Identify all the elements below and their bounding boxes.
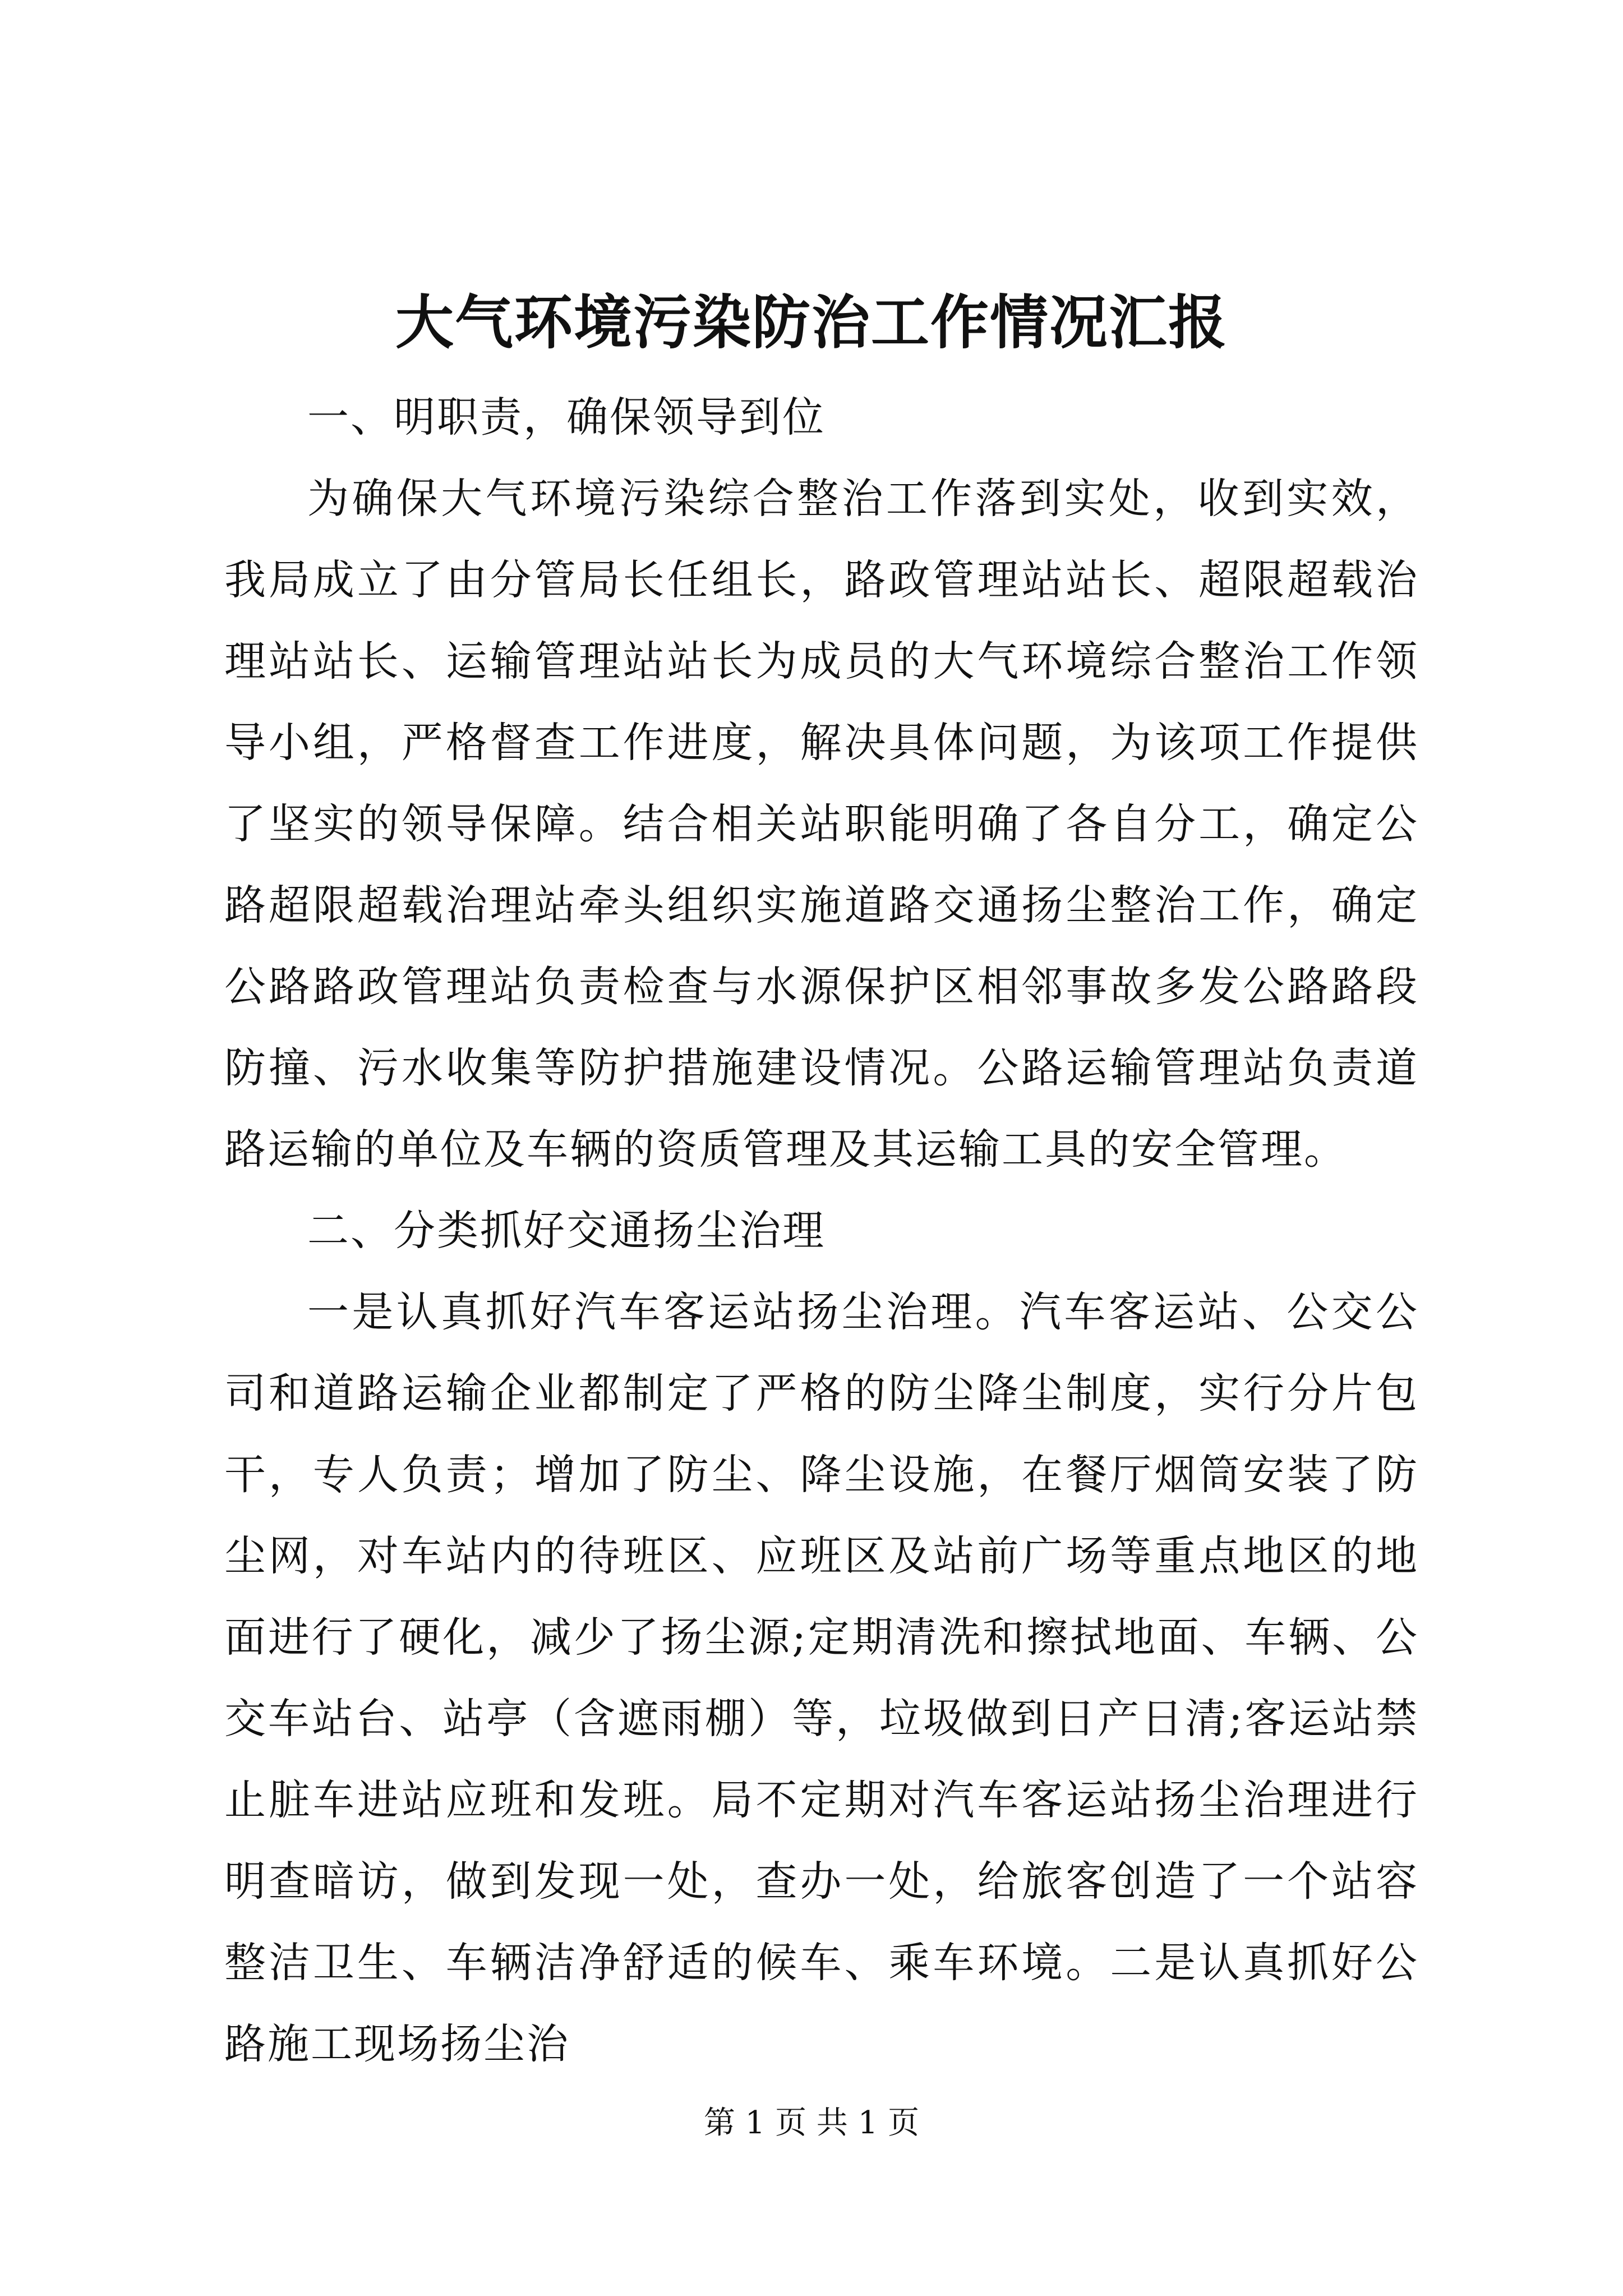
page-footer: 第 1 页 共 1 页	[703, 2105, 920, 2141]
document-body	[224, 377, 1419, 2085]
paragraph-2: 一是认真抓好汽车客运站扬尘治理。汽车客运站、公交公司和道路运输企业都制定了严格的防尘降尘制度，实行分片包干，专人负责；增加了防尘、降尘设施，在餐厅烟筒安装了防尘网，对车站内的待班区、应班区及站前广场等重点地区的地面进行了硬化，减少了扬尘源;定期清洗和擦拭地面、车辆、公交车站台、站亭（含遮雨棚）等，垃圾做到日产日清;客运站禁止脏车进站应班和发班。局不定期对汽车客运站扬尘治理进行明查暗访，做到发现一处，查办一处，给旅客创造了一个站容整洁卫生、车辆洁净舒适的候车、乘车环境。二是认真抓好公路施工现场扬尘治	[224, 1288, 1419, 2068]
section-heading-2: 二、分类抓好交通扬尘治理	[307, 1207, 826, 1255]
paragraph-1: 为确保大气环境污染综合整治工作落到实处，收到实效，我局成立了由分管局长任组长，路政管理站站长、超限超载治理站站长、运输管理站站长为成员的大气环境综合整治工作领导小组，严格督查工作进度，解决具体问题，为该项工作提供了坚实的领导保障。结合相关站职能明确了各自分工，确定公路超限超载治理站牵头组织实施道路交通扬尘整治工作，确定公路路政管理站负责检查与水源保护区相邻事故多发公路路段防撞、污水收集等防护措施建设情况。公路运输管理站负责道路运输的单位及车辆的资质管理及其运输工具的安全管理。	[224, 475, 1419, 1174]
section-heading-1: 一、明职责，确保领导到位	[307, 393, 826, 441]
document-title: 大气环境污染防治工作情况汇报	[395, 288, 1228, 357]
